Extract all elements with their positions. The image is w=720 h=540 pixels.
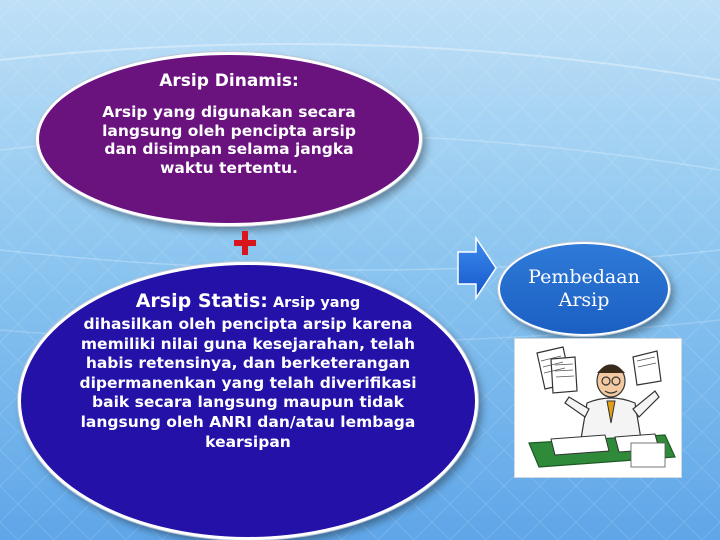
arsip-dinamis-definition: Arsip yang digunakan secara langsung oleh pencipta arsip dan disimpan selama jangka waktu tertentu. [102,103,356,177]
plus-icon [234,230,256,256]
arsip-statis-heading [83,291,413,313]
arsip-statis-title-tail: Arsip yang [267,295,361,311]
right-arrow-icon [456,236,498,300]
pembedaan-arsip-label: Pembedaan Arsip [528,266,640,311]
pembedaan-arsip-node [498,242,670,336]
arsip-dinamis-title: Arsip Dinamis: [159,71,299,91]
arsip-dinamis-node [36,52,422,226]
arsip-statis-title: Arsip Statis: [135,290,268,312]
office-worker-with-papers-icon [515,339,681,477]
arsip-statis-node [18,262,478,540]
arsip-statis-definition: dihasilkan oleh pencipta arsip karena memiliki nilai guna kesejarahan, telah habis retensinya, dan berketerangan dipermanenkan yang telah diverifikasi baik secara langsung maupun tidak langsung oleh ANRI dan/atau lembaga kearsipan [79,315,417,451]
office-worker-illustration [514,338,682,478]
